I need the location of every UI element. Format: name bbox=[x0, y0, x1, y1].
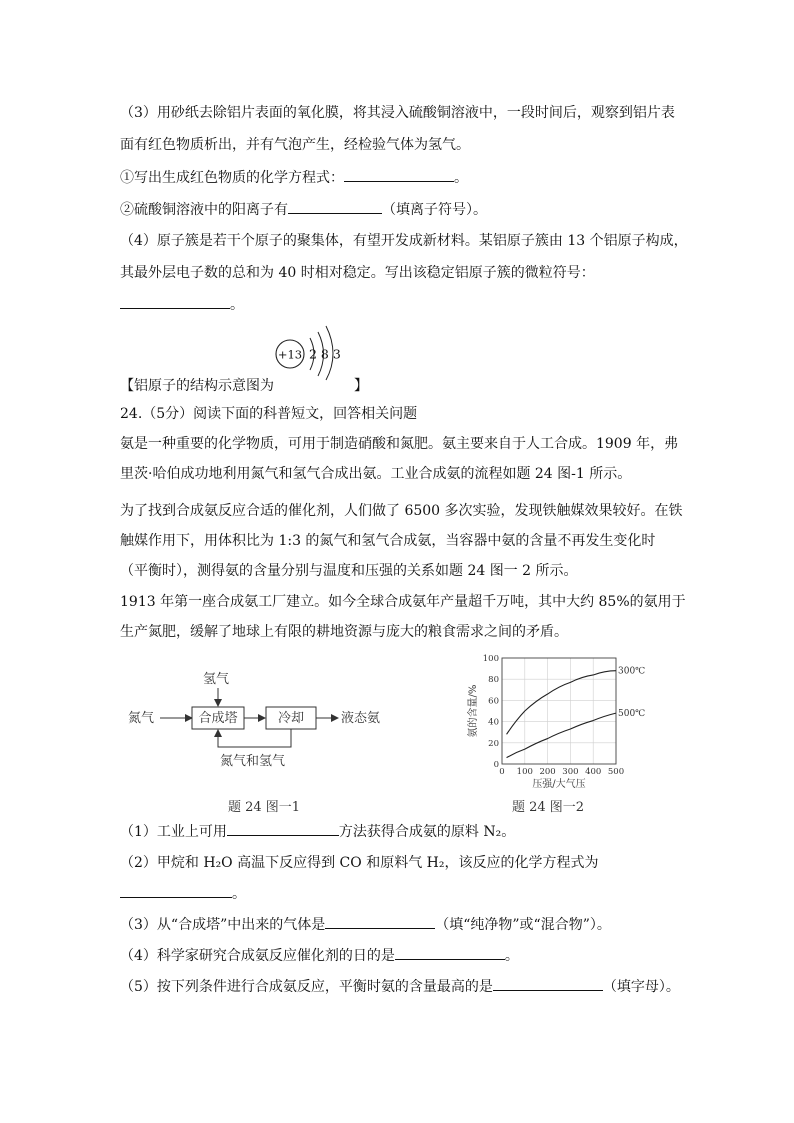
aluminium-atom-diagram bbox=[272, 320, 362, 382]
q24-sub3-end: （填“纯净物”或“混合物”）。 bbox=[435, 917, 611, 933]
chart-y-tick-label: 60 bbox=[488, 696, 499, 707]
chart-y-axis-label: 氨的含量/% bbox=[468, 684, 479, 738]
q24-sub1 bbox=[120, 821, 515, 842]
answer-blank[interactable] bbox=[493, 976, 603, 991]
q24-sub4-end: 。 bbox=[504, 948, 519, 964]
atom-caption bbox=[120, 376, 368, 396]
q23-p4-end: 。 bbox=[230, 297, 244, 313]
q23-sub2-end: （填离子符号）。 bbox=[382, 202, 487, 218]
chart-series-label-0: 300℃ bbox=[618, 666, 646, 677]
q24-para1-line2: 里茨·哈伯成功地利用氮气和氢气合成出氨。工业合成氨的流程如题 24 图-1 所示。 bbox=[120, 466, 632, 482]
chart-y-tick-label: 100 bbox=[482, 654, 499, 664]
q23-p4-line1: （4）原子簇是若干个原子的聚集体，有望开发成新材料。某铝原子簇由 13 个铝原子构成， bbox=[120, 233, 688, 249]
q24-para3-line2: 生产氮肥，缓解了地球上有限的耕地资源与庞大的粮食需求之间的矛盾。 bbox=[120, 624, 568, 640]
q23-p4-answer bbox=[120, 294, 244, 315]
q23-p3-line2: 面有红色物质析出，并有气泡产生，经检验气体为氢气。 bbox=[120, 137, 470, 153]
chart-x-tick-label: 400 bbox=[585, 767, 602, 777]
flow-input-h2: 氢气 bbox=[203, 672, 230, 687]
q24-para2-line3: （平衡时），测得氨的含量分别与温度和压强的关系如题 24 图一 2 所示。 bbox=[120, 563, 578, 579]
chart-y-tick-label: 20 bbox=[488, 738, 499, 749]
q24-sub1-end: 方法获得合成氨的原料 N₂。 bbox=[338, 824, 516, 840]
q24-para3-line1: 1913 年第一座合成氨工厂建立。如今全球合成氨年产量超千万吨，其中大约 85%的氨用于 bbox=[120, 594, 686, 610]
answer-blank[interactable] bbox=[227, 821, 339, 836]
flow-box1-label: 合成塔 bbox=[198, 711, 238, 726]
answer-blank[interactable] bbox=[288, 199, 382, 214]
q23-p3-sub2 bbox=[120, 199, 487, 220]
chart-y-tick-label: 0 bbox=[493, 760, 499, 770]
q24-para1-line1: 氨是一种重要的化学物质，可用于制造硝酸和氮肥。氨主要来自于人工合成。1909 年，弗 bbox=[120, 436, 679, 452]
flow-recycle-loop bbox=[218, 729, 291, 747]
figure-24-2-caption: 题 24 图一2 bbox=[512, 800, 585, 815]
q23-sub1-text: ①写出生成红色物质的化学方程式： bbox=[120, 170, 344, 186]
chart-series-label-1: 500℃ bbox=[618, 709, 646, 720]
q24-sub1-text: （1）工业上可用 bbox=[120, 824, 227, 840]
chart-plot-frame bbox=[502, 658, 616, 764]
nucleus-label: +13 bbox=[277, 347, 303, 362]
q23-p4-line2: 其最外层电子数的总和为 40 时相对稳定。写出该稳定铝原子簇的微粒符号： bbox=[120, 265, 595, 281]
q24-header: 24.（5分）阅读下面的科普短文，回答相关问题 bbox=[120, 406, 418, 422]
q24-sub3 bbox=[120, 914, 611, 935]
chart-y-tick-label: 80 bbox=[488, 675, 499, 686]
q24-sub3-text: （3）从“合成塔”中出来的气体是 bbox=[120, 917, 326, 933]
answer-blank[interactable] bbox=[344, 167, 454, 182]
answer-blank[interactable] bbox=[120, 883, 232, 898]
chart-series-line-0 bbox=[507, 671, 616, 735]
q24-sub2-answer bbox=[120, 883, 246, 904]
figure-24-1-caption: 题 24 图一1 bbox=[228, 800, 301, 815]
answer-blank[interactable] bbox=[395, 945, 505, 960]
atom-caption-end: 】 bbox=[354, 378, 368, 394]
chart-x-tick-label: 500 bbox=[607, 767, 625, 777]
answer-blank[interactable] bbox=[120, 294, 230, 309]
q24-para2-line2: 触媒作用下，用体积比为 1:3 的氮气和氢气合成氨，当容器中氨的含量不再发生变化时 bbox=[120, 533, 656, 549]
flow-recycle-label: 氮气和氢气 bbox=[220, 754, 286, 769]
q24-sub5-end: （填字母）。 bbox=[602, 979, 680, 995]
electron-counts: 2 8 3 bbox=[309, 346, 341, 362]
q24-sub4 bbox=[120, 945, 519, 966]
q23-sub2-text: ②硫酸铜溶液中的阳离子有 bbox=[120, 202, 288, 218]
q24-sub5 bbox=[120, 976, 680, 997]
chart-x-tick-label: 0 bbox=[499, 767, 505, 777]
chart-series-line-1 bbox=[507, 713, 616, 758]
chart-x-tick-label: 200 bbox=[539, 767, 556, 777]
q24-sub4-text: （4）科学家研究合成氨反应催化剂的日的是 bbox=[120, 948, 395, 964]
q24-sub5-text: （5）按下列条件进行合成氨反应，平衡时氨的含量最高的是 bbox=[120, 979, 493, 995]
q24-sub2-end: 。 bbox=[232, 886, 246, 902]
chart-x-tick-label: 300 bbox=[562, 767, 579, 777]
ammonia-process-flow bbox=[128, 664, 398, 774]
answer-blank[interactable] bbox=[325, 914, 435, 929]
flow-box2-label: 冷却 bbox=[277, 711, 305, 726]
flow-input-n2: 氮气 bbox=[128, 711, 155, 726]
q24-sub2: （2）甲烷和 H₂O 高温下反应得到 CO 和原料气 H₂，该反应的化学方程式为 bbox=[120, 855, 599, 871]
chart-y-tick-label: 40 bbox=[488, 717, 499, 728]
q23-p3-sub1 bbox=[120, 167, 468, 188]
chart-x-axis-label: 压强/大气压 bbox=[532, 779, 586, 790]
q24-para2-line1: 为了找到合成氨反应合适的催化剂，人们做了 6500 多次实验，发现铁触媒效果较好。在铁 bbox=[120, 503, 683, 519]
q23-sub1-end: 。 bbox=[454, 170, 468, 186]
ammonia-content-chart bbox=[462, 650, 646, 790]
flow-output-ammonia: 液态氨 bbox=[341, 711, 381, 726]
q23-p3-line1: （3）用砂纸去除铝片表面的氧化膜，将其浸入硫酸铜溶液中，一段时间后，观察到铝片表 bbox=[120, 105, 675, 121]
chart-x-tick-label: 100 bbox=[516, 767, 533, 777]
atom-caption-text: 【铝原子的结构示意图为 bbox=[120, 378, 274, 394]
